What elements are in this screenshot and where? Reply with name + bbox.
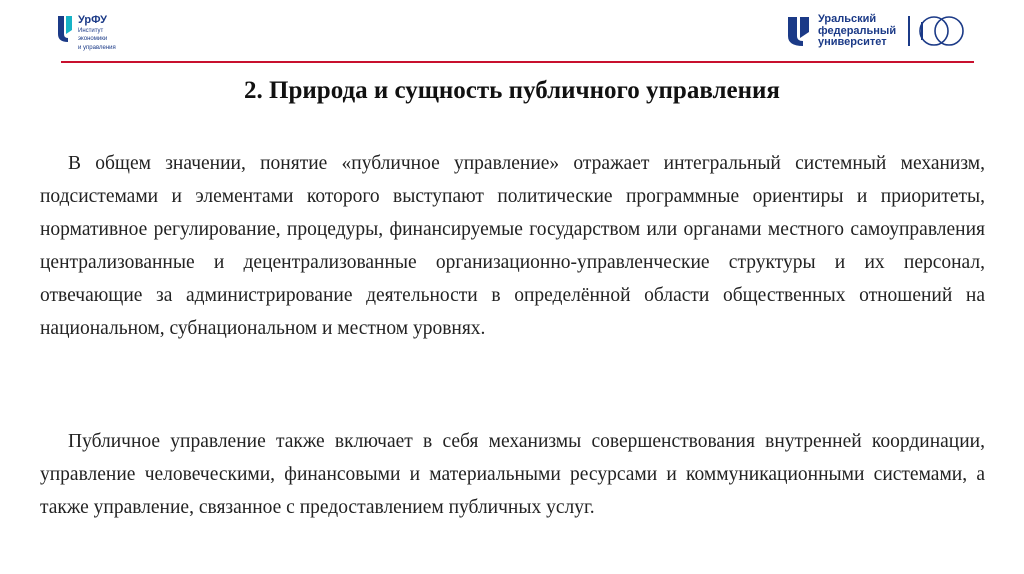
header bbox=[0, 0, 1024, 62]
logo-name: УрФУ bbox=[78, 14, 107, 26]
paragraph: Публичное управление также включает в себя механизмы совершенствования внутренней координации, управление человеческими, финансовыми и материальными ресурсами и коммуникационными системами, а также управление, связанное с предоставлением публичных услуг. bbox=[40, 431, 985, 518]
logo-line: Уральский bbox=[818, 13, 877, 25]
logo-divider bbox=[908, 16, 910, 46]
anniversary-seal-icon bbox=[916, 14, 966, 48]
urfu-institute-logo bbox=[56, 14, 116, 51]
urfu-u-icon bbox=[786, 14, 812, 48]
logo-line: университет bbox=[818, 36, 887, 48]
logo-line: федеральный bbox=[818, 24, 897, 37]
urfu-university-logo bbox=[786, 14, 966, 49]
logo-sub-line: Институт bbox=[78, 28, 104, 34]
header-divider bbox=[61, 61, 974, 63]
logo-sub-line: и управления bbox=[78, 44, 116, 51]
paragraph: В общем значении, понятие «публичное управление» отражает интегральный системный механизм, подсистемами и элементами которого выступают политические программные ориентиры и приоритеты, нормативное регулирование, процедуры, финансируемые государством или органами местного самоуправления централизованные и децентрализованные организационно-управленческие структуры и их персонал, отвечающие за администрирование деятельности в определённой области общественных отношений на национальном, субнациональном и местном уровнях. bbox=[40, 153, 985, 339]
urfu-logo-icon bbox=[56, 14, 74, 44]
logo-sub-line: экономики bbox=[78, 36, 108, 43]
page-title: 2. Природа и сущность публичного управления bbox=[244, 77, 780, 104]
